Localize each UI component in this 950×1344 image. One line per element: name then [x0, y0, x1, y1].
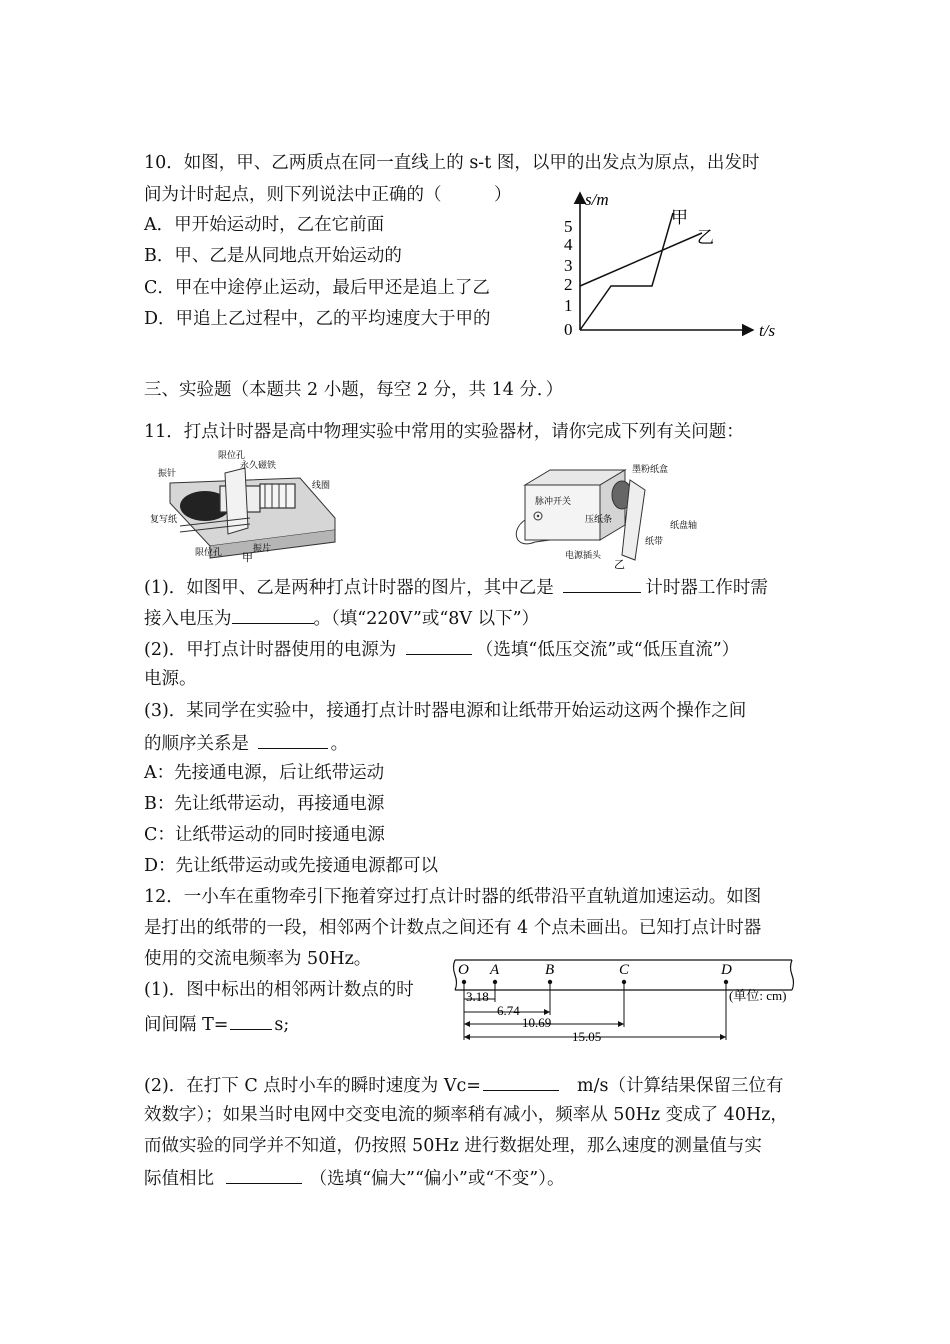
- q11-part1-text-b: 计时器工作时需: [645, 578, 768, 598]
- y-tick-3: 3: [564, 256, 573, 275]
- y-tick-2: 2: [564, 275, 573, 294]
- q11-part3-line2: [144, 731, 348, 755]
- q11-choice-a: A：先接通电源，后让纸带运动: [144, 763, 385, 783]
- q10-option-a: A．甲开始运动时，乙在它前面: [144, 215, 385, 235]
- label-reel-axis: 纸盘轴: [670, 520, 698, 530]
- y-tick-0: 0: [564, 320, 573, 339]
- q12-part2-text-e: 际值相比: [144, 1169, 214, 1189]
- label-toner-box: 墨粉纸盒: [632, 464, 669, 474]
- q10-option-d: D．甲追上乙过程中，乙的平均速度大于甲的: [144, 309, 491, 329]
- q11-part1-line1: [144, 575, 768, 599]
- q12-part1-blank[interactable]: [230, 1012, 272, 1030]
- q11-part2-line1: [144, 637, 739, 661]
- q10-option-c: C．甲在中途停止运动，最后甲还是追上了乙: [144, 278, 490, 298]
- x-axis-label: t/s: [759, 321, 776, 340]
- q12-part1-text-c: s;: [274, 1015, 290, 1035]
- q11-part1-text-d: 。（填“220V”或“8V 以下”）: [313, 609, 540, 629]
- q12-part1-line2: [144, 1012, 289, 1036]
- y-tick-5: 5: [564, 217, 573, 236]
- label-needle: 振针: [158, 468, 177, 478]
- q12-part1-text-b: 间间隔 T=: [144, 1015, 229, 1035]
- line-jia: [580, 213, 673, 330]
- label-o: O: [458, 962, 469, 978]
- q12-part2-text-b: m/s（计算结果保留三位有: [576, 1076, 784, 1096]
- q11-part1-blank1[interactable]: [563, 575, 641, 593]
- q12-line3: 使用的交流电频率为 50Hz。: [144, 949, 372, 969]
- q12-part1-line1: (1)．图中标出的相邻两计数点的时: [144, 980, 414, 1000]
- q11-choice-b: B：先让纸带运动，再接通电源: [144, 794, 385, 814]
- y-tick-4: 4: [564, 235, 573, 254]
- label-press-strip: 压纸条: [585, 514, 613, 524]
- paper-tape-diagram: [450, 955, 810, 1050]
- label-paper-tape: 纸带: [645, 536, 664, 546]
- label-power-plug: 电源插头: [565, 550, 602, 560]
- label-coil: 线圈: [312, 480, 331, 490]
- distance-od: 15.05: [572, 1029, 602, 1044]
- q11-part1-line2: [144, 606, 539, 630]
- y-tick-1: 1: [564, 296, 573, 315]
- q10-stem-line2: 间为计时起点，则下列说法中正确的（ ）: [144, 185, 512, 205]
- label-limit-hole-top: 限位孔: [218, 450, 246, 460]
- label-jia: 甲: [671, 208, 688, 227]
- unit-label: (单位: cm): [729, 988, 787, 1003]
- q11-part3-blank[interactable]: [258, 731, 328, 749]
- q11-part1-text-a: (1)．如图甲、乙是两种打点计时器的图片，其中乙是: [144, 578, 554, 598]
- q12-part2-text-a: (2)．在打下 C 点时小车的瞬时速度为 Vc=: [144, 1076, 481, 1096]
- st-graph: [555, 185, 785, 345]
- q11-part2-text-b: （选填“低压交流”或“低压直流”）: [475, 640, 740, 660]
- q12-part2-line3: 而做实验的同学并不知道，仍按照 50Hz 进行数据处理，那么速度的测量值与实: [144, 1136, 762, 1156]
- q12-part2-blank1[interactable]: [483, 1073, 559, 1091]
- q11-part2-text-a: (2)．甲打点计时器使用的电源为: [144, 640, 397, 660]
- q12-part2-line2: 效数字）；如果当时电网中交变电流的频率稍有减小，频率从 50Hz 变成了 40Hz，: [144, 1105, 788, 1125]
- q11-part2-blank[interactable]: [406, 637, 472, 655]
- q10-stem-line1: 10．如图，甲、乙两质点在同一直线上的 s-t 图，以甲的出发点为原点，出发时: [144, 153, 760, 173]
- q11-part3-line1: (3)．某同学在实验中，接通打点计时器电源和让纸带开始运动这两个操作之间: [144, 701, 747, 721]
- label-vibrating-plate: 振片: [253, 543, 272, 553]
- distance-ob: 6.74: [497, 1003, 520, 1018]
- label-yi: 乙: [697, 228, 714, 247]
- y-axis-label: s/m: [585, 190, 609, 209]
- label-pulse-switch: 脉冲开关: [535, 496, 572, 506]
- label-c: C: [619, 962, 630, 978]
- q11-choice-c: C：让纸带运动的同时接通电源: [144, 825, 385, 845]
- q12-part2-text-f: （选填“偏大”“偏小”或“不变”）。: [309, 1169, 565, 1189]
- q12-part2-line4: [144, 1166, 565, 1190]
- q12-line1: 12．一小车在重物牵引下拖着穿过打点计时器的纸带沿平直轨道加速运动。如图: [144, 887, 762, 907]
- q11-choice-d: D：先让纸带运动或先接通电源都可以: [144, 856, 439, 876]
- distance-oa: 3.18: [466, 989, 489, 1004]
- label-a: A: [490, 962, 500, 978]
- q11-part2-line2: 电源。: [144, 669, 197, 689]
- label-d: D: [721, 962, 732, 978]
- q12-part2-blank2[interactable]: [226, 1166, 302, 1184]
- q12-line2: 是打出的纸带的一段，相邻两个计数点之间还有 4 个点未画出。已知打点计时器: [144, 918, 762, 938]
- q12-part2-line1: [144, 1073, 783, 1097]
- timer-figure-yi: [510, 460, 725, 570]
- q11-part3-text-b: 的顺序关系是: [144, 734, 249, 754]
- distance-oc: 10.69: [522, 1015, 552, 1030]
- label-magnet: 永久磁铁: [240, 460, 277, 470]
- section-3-title: 三、实验题（本题共 2 小题，每空 2 分，共 14 分．）: [144, 380, 564, 400]
- label-limit-hole-bottom: 限位孔: [195, 547, 223, 557]
- q10-option-b: B．甲、乙是从同地点开始运动的: [144, 246, 402, 266]
- q11-part1-text-c: 接入电压为: [144, 609, 232, 629]
- q11-stem: 11．打点计时器是高中物理实验中常用的实验器材，请你完成下列有关问题：: [144, 422, 744, 442]
- label-jia-figure: 甲: [242, 552, 253, 564]
- label-yi-figure: 乙: [614, 559, 625, 570]
- q11-part1-blank2[interactable]: [232, 606, 314, 624]
- q11-part3-text-c: 。: [330, 734, 349, 754]
- line-yi: [580, 233, 702, 286]
- label-b: B: [545, 962, 555, 978]
- timer-figure-jia: [150, 448, 345, 566]
- label-carbon-paper: 复写纸: [150, 514, 178, 524]
